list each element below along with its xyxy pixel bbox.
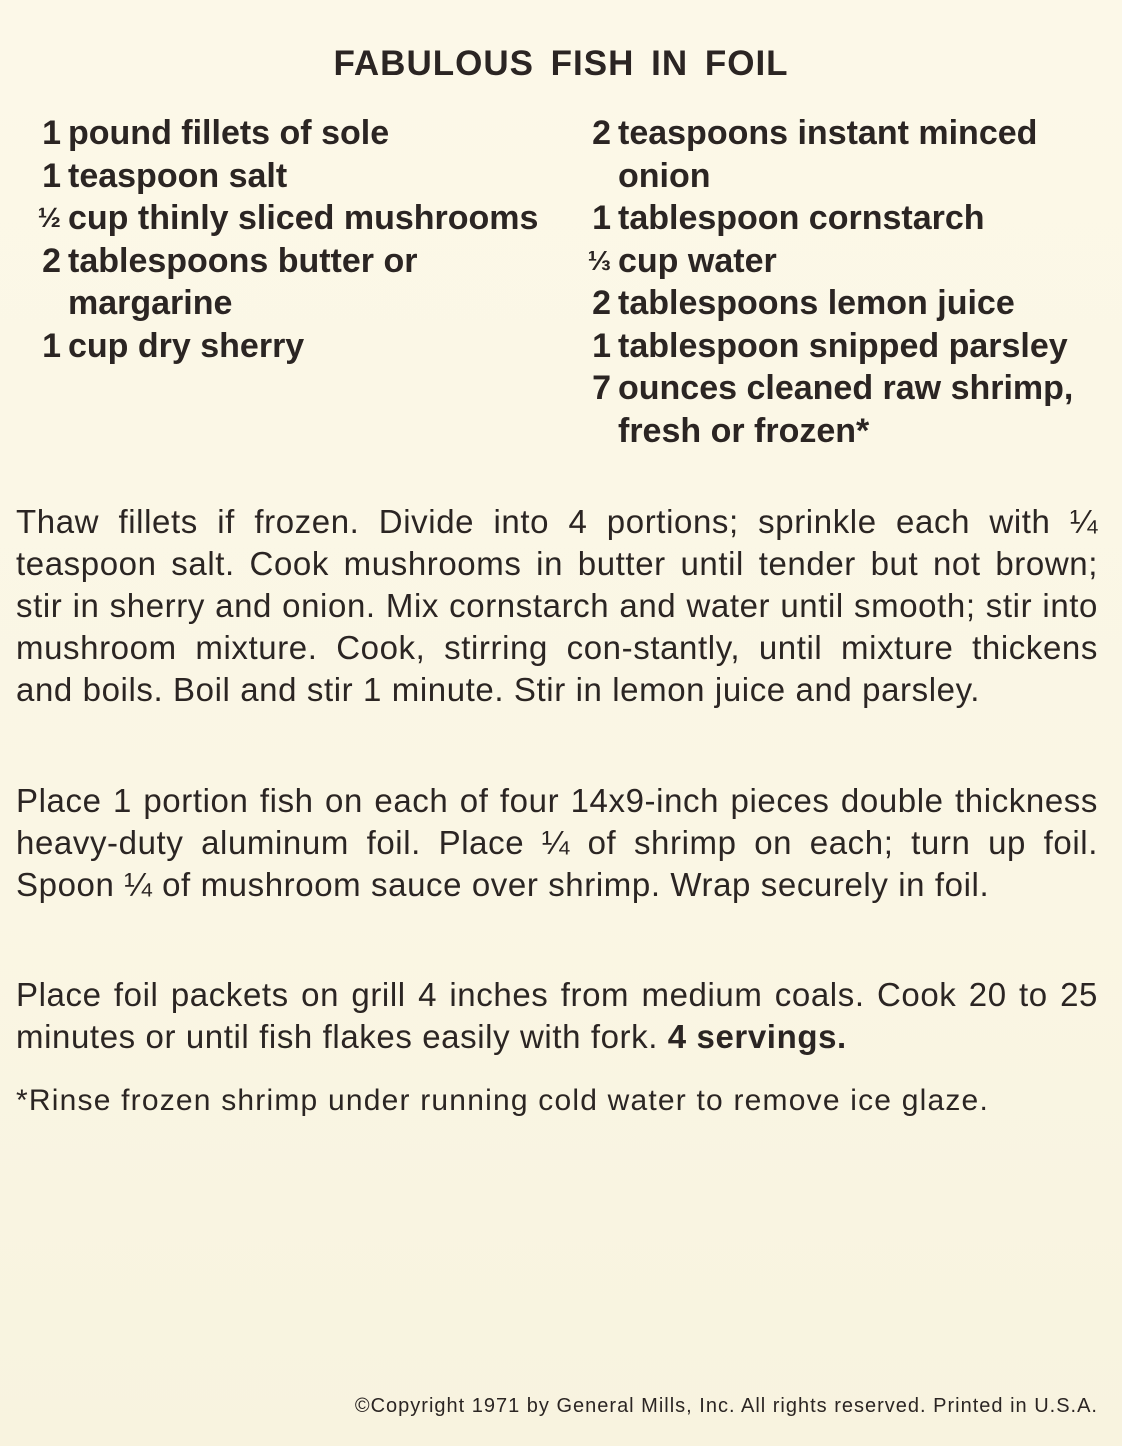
ingredient-text: tablespoons lemon juice: [618, 284, 1015, 322]
copyright-notice: ©Copyright 1971 by General Mills, Inc. All rights reserved. Printed in U.S.A.: [354, 1395, 1098, 1417]
ingredients-right-column: [572, 112, 1112, 452]
directions-paragraph-2: Place 1 portion fish on each of four 14x9-inch pieces double thickness heavy-duty aluminum foil. Place ¼ of shrimp on each; turn up foil. Spoon ¼ of mushroom sauce over shrimp. Wrap securely in foil.: [16, 782, 1098, 903]
ingredient-item: [22, 197, 542, 240]
ingredient-quantity: ½: [37, 202, 61, 233]
ingredient-item: [22, 240, 542, 325]
ingredient-quantity: 1: [42, 326, 61, 365]
grilling-instructions: Place foil packets on grill 4 inches from medium coals. Cook 20 to 25 minutes or until fish flakes easily with fork.: [16, 976, 1098, 1055]
ingredient-text: cup thinly sliced mushrooms: [68, 199, 539, 237]
servings-count: 4 servings.: [667, 1018, 847, 1055]
ingredient-item: [22, 155, 542, 198]
shrimp-footnote: *Rinse frozen shrimp under running cold water to remove ice glaze.: [16, 1084, 989, 1117]
ingredient-text: cup water: [618, 241, 777, 280]
ingredient-quantity: 7: [592, 369, 611, 407]
ingredient-item: [572, 325, 1112, 368]
ingredient-text: tablespoon snipped parsley: [618, 326, 1068, 365]
ingredient-item: [572, 197, 1112, 240]
ingredient-text: teaspoons instant minced onion: [618, 114, 1038, 195]
recipe-title: FABULOUS FISH IN FOIL: [333, 44, 789, 83]
ingredient-text: tablespoons butter or margarine: [68, 241, 418, 322]
ingredient-quantity: 1: [42, 156, 61, 195]
ingredient-quantity: 1: [592, 326, 611, 365]
ingredient-text: tablespoon cornstarch: [618, 199, 985, 237]
ingredient-item: [22, 112, 542, 155]
ingredient-text: ounces cleaned raw shrimp, fresh or frozen*: [618, 369, 1074, 450]
ingredient-quantity: ⅓: [587, 244, 611, 276]
ingredient-quantity: 1: [42, 114, 61, 152]
ingredient-quantity: 2: [42, 241, 61, 280]
directions-paragraph-3: [16, 974, 1098, 1058]
ingredient-quantity: 2: [592, 284, 611, 322]
ingredient-item: [572, 112, 1112, 197]
ingredients-left-column: [22, 112, 542, 367]
ingredient-text: cup dry sherry: [68, 326, 305, 365]
ingredient-text: pound fillets of sole: [68, 114, 390, 152]
ingredient-item: [572, 367, 1112, 452]
ingredient-quantity: 1: [592, 199, 611, 237]
ingredient-text: teaspoon salt: [68, 156, 288, 195]
ingredient-item: [572, 282, 1112, 325]
ingredient-item: [572, 240, 1112, 283]
directions-paragraph-1: Thaw fillets if frozen. Divide into 4 portions; sprinkle each with ¼ teaspoon salt. Cook mushrooms in butter until tender but not brown; stir in sherry and onion. Mix cornstarch and water until smooth; stir into mushroom mixture. Cook, stirring con-stantly, until mixture thickens and boils. Boil and stir 1 minute. Stir in lemon juice and parsley.: [16, 503, 1098, 708]
ingredient-item: [22, 325, 542, 368]
ingredient-quantity: 2: [592, 114, 611, 152]
